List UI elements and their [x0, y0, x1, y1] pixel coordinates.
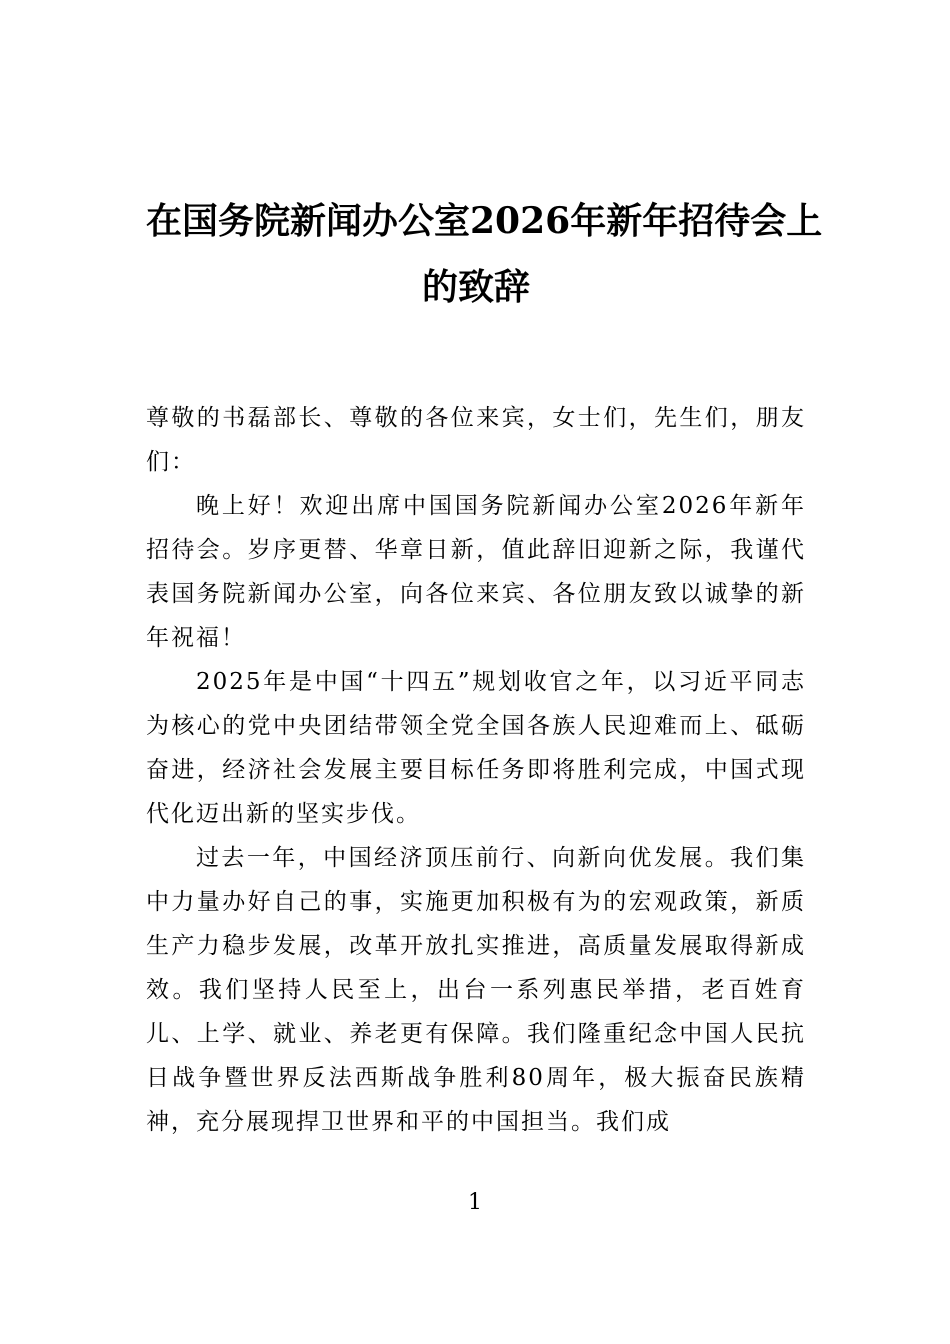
- salutation: 尊敬的书磊部长、尊敬的各位来宾，女士们，先生们，朋友们：: [146, 405, 806, 475]
- document-body: [146, 396, 806, 1144]
- paragraph-2025-review: 2025年是中国“十四五”规划收官之年，以习近平同志为核心的党中央团结带领全党全国各族人民迎难而上、砥砺奋进，经济社会发展主要目标任务即将胜利完成，中国式现代化迈出新的坚实步伐。: [146, 669, 806, 827]
- page-number: 1: [468, 1190, 482, 1215]
- paragraph-greeting: 晚上好！欢迎出席中国国务院新闻办公室2026年新年招待会。岁序更替、华章日新，值此辞旧迎新之际，我谨代表国务院新闻办公室，向各位来宾、各位朋友致以诚挚的新年祝福！: [146, 493, 806, 651]
- paragraph-past-year: 过去一年，中国经济顶压前行、向新向优发展。我们集中力量办好自己的事，实施更加积极有为的宏观政策，新质生产力稳步发展，改革开放扎实推进，高质量发展取得新成效。我们坚持人民至上，出台一系列惠民举措，老百姓育儿、上学、就业、养老更有保障。我们隆重纪念中国人民抗日战争暨世界反法西斯战争胜利80周年，极大振奋民族精神，充分展现捍卫世界和平的中国担当。我们成: [146, 845, 806, 1135]
- title-line-2: 的致辞: [421, 266, 530, 308]
- title-line-1: 在国务院新闻办公室2026年新年招待会上: [146, 200, 823, 242]
- document-title: [146, 188, 823, 320]
